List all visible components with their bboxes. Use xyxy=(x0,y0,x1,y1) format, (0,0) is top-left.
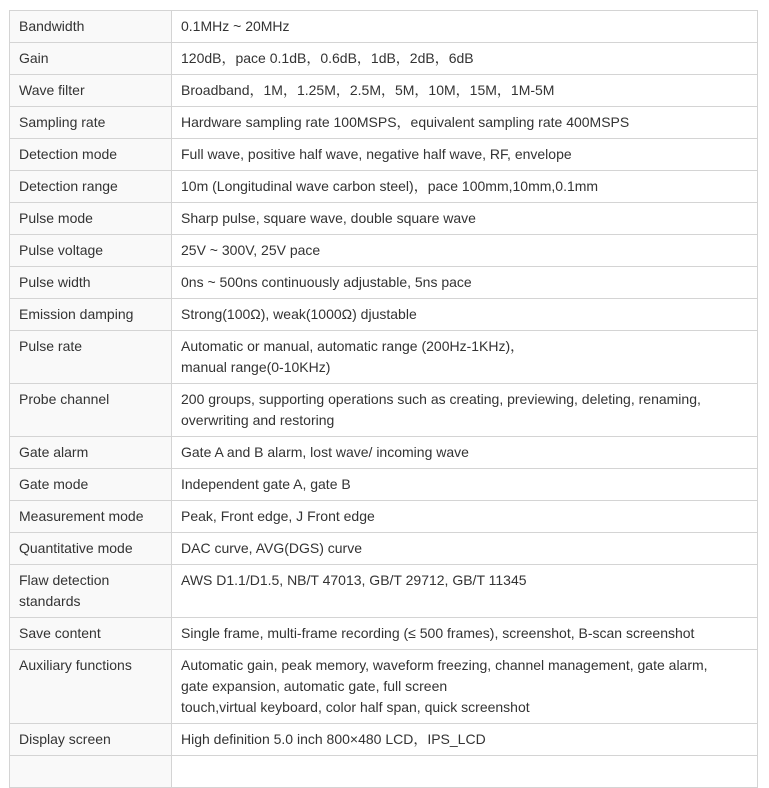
spec-row xyxy=(10,235,758,267)
spec-value-line: DAC curve, AVG(DGS) curve xyxy=(181,540,363,556)
spec-value xyxy=(172,139,758,171)
spec-value-line: AWS D1.1/D1.5, NB/T 47013, GB/T 29712, GB/T 11345 xyxy=(181,572,527,588)
spec-value xyxy=(172,11,758,43)
spec-value xyxy=(172,437,758,469)
spec-value xyxy=(172,267,758,299)
spec-value xyxy=(172,107,758,139)
spec-value-line: gate expansion, automatic gate, full screen xyxy=(181,678,448,694)
spec-label: Measurement mode xyxy=(10,501,172,533)
spec-value-line: Automatic gain, peak memory, waveform freezing, channel management, gate alarm, xyxy=(181,657,708,673)
spec-value-line: Hardware sampling rate 100MSPS，equivalent sampling rate 400MSPS xyxy=(181,114,630,130)
spec-value xyxy=(172,299,758,331)
spec-row xyxy=(10,384,758,437)
spec-row xyxy=(10,650,758,724)
spec-label: Gate alarm xyxy=(10,437,172,469)
spec-value-line: 25V ~ 300V, 25V pace xyxy=(181,242,321,258)
spec-label: Pulse width xyxy=(10,267,172,299)
spec-label: Emission damping xyxy=(10,299,172,331)
spec-label: Pulse mode xyxy=(10,203,172,235)
spec-value-line: Broadband，1M，1.25M，2.5M，5M，10M，15M，1M-5M xyxy=(181,82,555,98)
spec-value xyxy=(172,235,758,267)
spec-value xyxy=(172,724,758,756)
spec-label: Wave filter xyxy=(10,75,172,107)
spec-label: Sampling rate xyxy=(10,107,172,139)
spec-value xyxy=(172,384,758,437)
spec-value xyxy=(172,331,758,384)
spec-row xyxy=(10,203,758,235)
spec-value xyxy=(172,501,758,533)
spec-row xyxy=(10,533,758,565)
spec-label: Detection range xyxy=(10,171,172,203)
spec-row xyxy=(10,437,758,469)
spec-label: Pulse rate xyxy=(10,331,172,384)
spec-row xyxy=(10,331,758,384)
spec-value-line: 10m (Longitudinal wave carbon steel)，pace 100mm,10mm,0.1mm xyxy=(181,178,599,194)
spec-row xyxy=(10,43,758,75)
spec-value xyxy=(172,650,758,724)
spec-row xyxy=(10,171,758,203)
spec-value xyxy=(172,533,758,565)
spec-label: Auxiliary functions xyxy=(10,650,172,724)
spec-value xyxy=(172,618,758,650)
spec-value xyxy=(172,565,758,618)
spec-value-line: Gate A and B alarm, lost wave/ incoming wave xyxy=(181,444,469,460)
spec-value-line: Independent gate A, gate B xyxy=(181,476,351,492)
spec-label: Gate mode xyxy=(10,469,172,501)
spec-row xyxy=(10,501,758,533)
spec-row xyxy=(10,75,758,107)
spec-label: Save content xyxy=(10,618,172,650)
spec-label: Probe channel xyxy=(10,384,172,437)
spec-value xyxy=(172,171,758,203)
spec-row xyxy=(10,565,758,618)
spec-label: Pulse voltage xyxy=(10,235,172,267)
spec-row xyxy=(10,756,758,788)
spec-label: Flaw detection standards xyxy=(10,565,172,618)
specification-table-body xyxy=(10,11,758,788)
spec-label: Quantitative mode xyxy=(10,533,172,565)
specification-table xyxy=(9,10,758,788)
spec-value xyxy=(172,43,758,75)
spec-row xyxy=(10,107,758,139)
spec-value-line: Full wave, positive half wave, negative half wave, RF, envelope xyxy=(181,146,572,162)
spec-value-line: Single frame, multi-frame recording (≤ 500 frames), screenshot, B-scan screenshot xyxy=(181,625,695,641)
spec-value-line: 120dB，pace 0.1dB，0.6dB，1dB，2dB，6dB xyxy=(181,50,474,66)
spec-row xyxy=(10,11,758,43)
spec-value-line: manual range(0-10KHz) xyxy=(181,359,331,375)
spec-row xyxy=(10,469,758,501)
spec-value-line: touch,virtual keyboard, color half span, quick screenshot xyxy=(181,699,530,715)
spec-row xyxy=(10,139,758,171)
spec-value xyxy=(172,75,758,107)
spec-value xyxy=(172,469,758,501)
spec-label: Gain xyxy=(10,43,172,75)
spec-value-line: Peak, Front edge, J Front edge xyxy=(181,508,375,524)
spec-row xyxy=(10,299,758,331)
spec-value-line: 0ns ~ 500ns continuously adjustable, 5ns pace xyxy=(181,274,472,290)
spec-value-line: Automatic or manual, automatic range (200Hz-1KHz)， xyxy=(181,338,525,354)
spec-value xyxy=(172,756,758,788)
spec-value-line: 200 groups, supporting operations such as creating, previewing, deleting, renaming, xyxy=(181,391,701,407)
spec-value-line: Strong(100Ω), weak(1000Ω) djustable xyxy=(181,306,417,322)
spec-label: Bandwidth xyxy=(10,11,172,43)
spec-row xyxy=(10,267,758,299)
spec-row xyxy=(10,618,758,650)
spec-value-line: Sharp pulse, square wave, double square wave xyxy=(181,210,476,226)
spec-value-line: High definition 5.0 inch 800×480 LCD，IPS_LCD xyxy=(181,731,486,747)
spec-label: Display screen xyxy=(10,724,172,756)
spec-label: Detection mode xyxy=(10,139,172,171)
spec-value-line xyxy=(181,761,748,782)
spec-value xyxy=(172,203,758,235)
spec-value-line: 0.1MHz ~ 20MHz xyxy=(181,18,290,34)
spec-label xyxy=(10,756,172,788)
spec-value-line: overwriting and restoring xyxy=(181,412,335,428)
spec-row xyxy=(10,724,758,756)
